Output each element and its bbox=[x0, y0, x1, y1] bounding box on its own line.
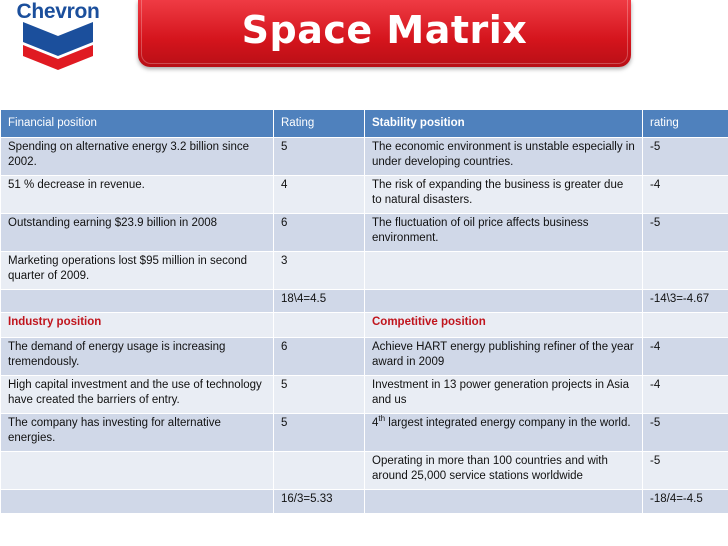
financial-factor: 51 % decrease in revenue. bbox=[1, 176, 274, 214]
table-row bbox=[1, 138, 728, 176]
table-row bbox=[1, 414, 728, 452]
industry-factor: The company has investing for alternative energies. bbox=[1, 414, 274, 452]
stability-total: -14\3=-4.67 bbox=[643, 290, 728, 313]
industry-rating: 5 bbox=[274, 414, 365, 452]
financial-total-row bbox=[1, 290, 728, 313]
financial-rating: 3 bbox=[274, 252, 365, 290]
title-banner bbox=[138, 0, 631, 67]
financial-factor: Marketing operations lost $95 million in second quarter of 2009. bbox=[1, 252, 274, 290]
competitive-factor: Achieve HART energy publishing refiner of the year award in 2009 bbox=[365, 338, 643, 376]
table-row bbox=[1, 376, 728, 414]
competitive-text: largest integrated energy company in the world. bbox=[385, 417, 631, 429]
header-rating: Rating bbox=[274, 110, 365, 138]
competitive-rating: -5 bbox=[643, 452, 728, 490]
stability-rating: -5 bbox=[643, 214, 728, 252]
industry-factor: High capital investment and the use of technology have created the barriers of entry. bbox=[1, 376, 274, 414]
financial-rating: 4 bbox=[274, 176, 365, 214]
industry-total: 16/3=5.33 bbox=[274, 490, 365, 514]
header-industry-position: Industry position bbox=[1, 313, 274, 338]
space-matrix-table bbox=[0, 110, 728, 514]
competitive-rating: -4 bbox=[643, 376, 728, 414]
stability-factor: The fluctuation of oil price affects business environment. bbox=[365, 214, 643, 252]
competitive-rating: -5 bbox=[643, 414, 728, 452]
financial-rating: 6 bbox=[274, 214, 365, 252]
header-competitive-position: Competitive position bbox=[365, 313, 643, 338]
stability-factor: The risk of expanding the business is greater due to natural disasters. bbox=[365, 176, 643, 214]
industry-total-row bbox=[1, 490, 728, 514]
page-title: Space Matrix bbox=[241, 8, 528, 52]
header-stability-position: Stability position bbox=[365, 110, 643, 138]
industry-header-row bbox=[1, 313, 728, 338]
stability-factor bbox=[365, 252, 643, 290]
stability-rating bbox=[643, 252, 728, 290]
competitive-rating: -4 bbox=[643, 338, 728, 376]
chevron-emblem-icon bbox=[23, 22, 93, 70]
header-stability-rating: rating bbox=[643, 110, 728, 138]
competitive-factor: Investment in 13 power generation projects in Asia and us bbox=[365, 376, 643, 414]
table-row bbox=[1, 176, 728, 214]
competitive-total: -18/4=-4.5 bbox=[643, 490, 728, 514]
stability-factor: The economic environment is unstable especially in under developing countries. bbox=[365, 138, 643, 176]
financial-factor: Outstanding earning $23.9 billion in 2008 bbox=[1, 214, 274, 252]
stability-rating: -5 bbox=[643, 138, 728, 176]
header-financial-position: Financial position bbox=[1, 110, 274, 138]
ordinal-suffix: th bbox=[378, 414, 386, 424]
financial-rating: 5 bbox=[274, 138, 365, 176]
industry-rating: 5 bbox=[274, 376, 365, 414]
competitive-factor bbox=[365, 414, 643, 452]
financial-header-row bbox=[1, 110, 728, 138]
financial-total: 18\4=4.5 bbox=[274, 290, 365, 313]
industry-factor: The demand of energy usage is increasing tremendously. bbox=[1, 338, 274, 376]
industry-rating: 6 bbox=[274, 338, 365, 376]
competitive-factor: Operating in more than 100 countries and with around 25,000 service stations worldwide bbox=[365, 452, 643, 490]
industry-rating bbox=[274, 452, 365, 490]
table-row bbox=[1, 214, 728, 252]
financial-factor: Spending on alternative energy 3.2 billion since 2002. bbox=[1, 138, 274, 176]
table-row bbox=[1, 252, 728, 290]
industry-factor bbox=[1, 452, 274, 490]
stability-rating: -4 bbox=[643, 176, 728, 214]
ordinal-number: 4 bbox=[372, 417, 379, 429]
logo-text: Chevron bbox=[16, 0, 100, 23]
table-row bbox=[1, 452, 728, 490]
table-row bbox=[1, 338, 728, 376]
chevron-logo bbox=[6, 0, 110, 70]
